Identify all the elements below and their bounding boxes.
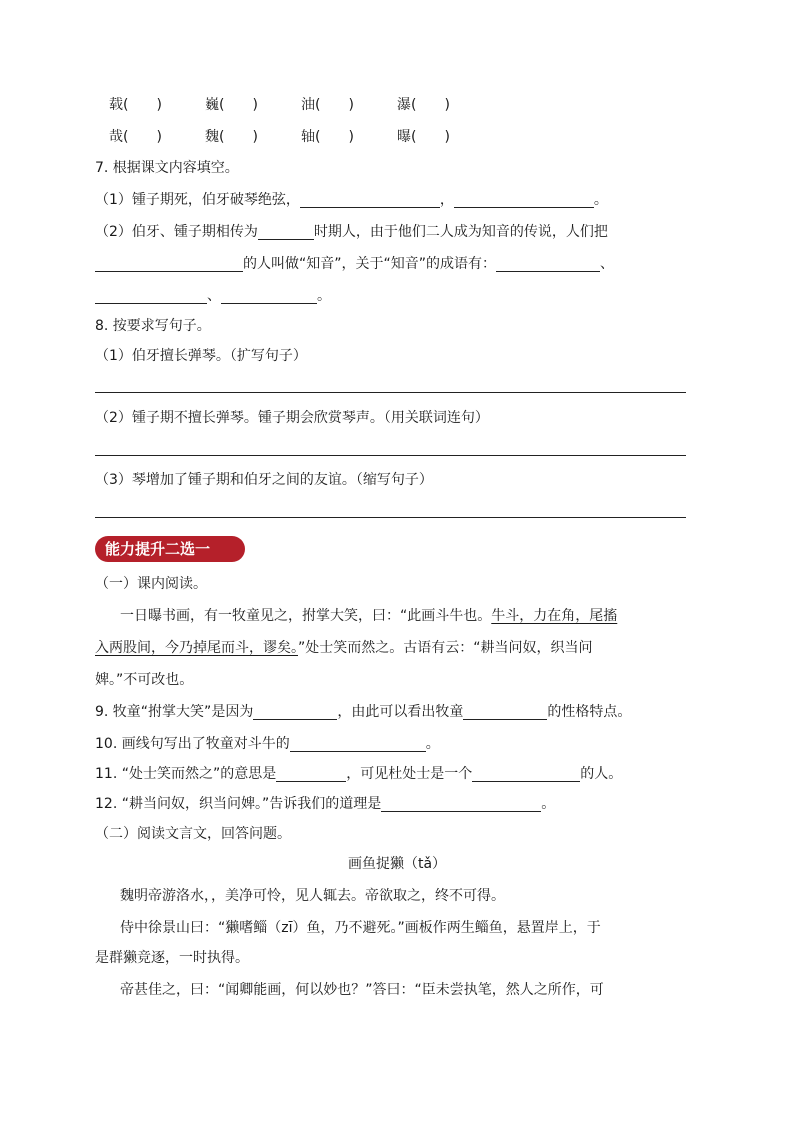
- answer-blank[interactable]: [463, 701, 547, 720]
- q9: [95, 696, 698, 728]
- q10-b: 。: [425, 736, 440, 752]
- passage2-line-2: 侍中徐景山曰：“獭嗜鲻（zī）鱼，乃不避死。”画板作两生鲻鱼，悬置岸上，于: [120, 920, 601, 936]
- answer-blank[interactable]: [381, 793, 541, 812]
- q7-part2-line1: [95, 216, 698, 248]
- passage2-line-1: 魏明帝游洛水，，美净可怜，见人辄去。帝欲取之，终不可得。: [120, 888, 505, 904]
- q8-sub2: （2）锺子期不擅长弹琴。锺子期会欣赏琴声。（用关联词连句）: [95, 410, 489, 426]
- char-item: 魏( ): [205, 129, 258, 145]
- q11-c: 的人。: [580, 766, 623, 782]
- answer-blank[interactable]: [95, 253, 243, 272]
- answer-blank[interactable]: [454, 189, 594, 208]
- q9-c: 的性格特点。: [547, 704, 632, 720]
- q7-heading: 7. 根据课文内容填空。: [95, 160, 239, 176]
- passage2-line-3: 是群獭竞逐，一时执得。: [95, 950, 249, 966]
- part2-heading: （二）阅读文言文，回答问题。: [95, 826, 291, 842]
- answer-blank[interactable]: [472, 763, 580, 782]
- q7-p2-c: 的人叫做“知音”，关于“知音”的成语有：: [243, 256, 497, 272]
- q8-heading: 8. 按要求写句子。: [95, 318, 211, 334]
- underlined-sentence: 牛斗，力在角，尾搐: [491, 608, 618, 624]
- q12-b: 。: [541, 796, 556, 812]
- char-item: 瀑( ): [397, 97, 450, 113]
- answer-blank[interactable]: [221, 285, 317, 304]
- char-item: 轴( ): [301, 129, 354, 145]
- char-item: 哉( ): [109, 129, 162, 145]
- answer-blank[interactable]: [253, 701, 337, 720]
- q8-sub3: （3）琴增加了锺子期和伯牙之间的友谊。（缩写句子）: [95, 472, 433, 488]
- char-item: 油( ): [301, 97, 354, 113]
- answer-blank[interactable]: [276, 763, 346, 782]
- q7-part1: [95, 184, 698, 216]
- q10: [95, 728, 698, 760]
- q11-b: ，可见杜处士是一个: [346, 766, 473, 782]
- q7-p2-a: （2）伯牙、锺子期相传为: [95, 224, 258, 240]
- passage-line-1: [120, 600, 698, 632]
- passage-title: 画鱼捉獭（tǎ）: [347, 856, 447, 872]
- q7-p1-comma: ，: [439, 192, 454, 208]
- q7-p2-b: 时期人，由于他们二人成为知音的传说，人们把: [313, 224, 608, 240]
- answer-line[interactable]: [95, 517, 686, 518]
- passage-line-2: [95, 632, 698, 664]
- q12-a: 12. “耕当问奴，织当问婢。”告诉我们的道理是: [95, 796, 382, 812]
- answer-blank[interactable]: [290, 733, 426, 752]
- q8-sub1: （1）伯牙擅长弹琴。（扩写句子）: [95, 348, 307, 364]
- q7-p2-d: 、: [600, 256, 615, 272]
- char-row-1: [109, 90, 493, 120]
- answer-line[interactable]: [95, 392, 686, 393]
- answer-blank[interactable]: [300, 189, 440, 208]
- q11: [95, 758, 698, 790]
- answer-blank[interactable]: [95, 285, 207, 304]
- q7-p2-e: 、: [207, 288, 221, 304]
- q7-p2-f: 。: [317, 288, 331, 304]
- part1-heading: （一）课内阅读。: [95, 576, 207, 592]
- char-row-2: [109, 122, 493, 152]
- q7-part2-line2: [95, 248, 698, 280]
- answer-blank[interactable]: [496, 253, 600, 272]
- passage2-line-4: 帝甚佳之，曰：“闻卿能画，何以妙也？”答曰：“臣未尝执笔，然人之所作，可: [120, 982, 604, 998]
- section-badge: 能力提升二选一: [95, 536, 245, 562]
- q7-p1-end: 。: [593, 192, 608, 208]
- char-item: 巍( ): [205, 97, 258, 113]
- passage-line-3: 婢。”不可改也。: [95, 672, 194, 688]
- q10-a: 10. 画线句写出了牧童对斗牛的: [95, 736, 290, 752]
- answer-blank[interactable]: [258, 221, 314, 240]
- q9-a: 9. 牧童“拊掌大笑”是因为: [95, 704, 254, 720]
- char-item: 载( ): [109, 97, 162, 113]
- q7-part2-line3: [95, 280, 698, 312]
- q9-b: ，由此可以看出牧童: [337, 704, 464, 720]
- char-item: 曝( ): [397, 129, 450, 145]
- passage-text: 一日曝书画，有一牧童见之，拊掌大笑，曰：“此画斗牛也。: [120, 608, 492, 624]
- q12: [95, 788, 698, 820]
- answer-line[interactable]: [95, 455, 686, 456]
- q11-a: 11. “处士笑而然之”的意思是: [95, 766, 277, 782]
- underlined-sentence: 入两股间，今乃掉尾而斗，谬矣。: [95, 640, 298, 656]
- passage-text: ”处士笑而然之。古语有云：“耕当问奴，织当问: [298, 640, 593, 656]
- q7-p1-text: （1）锺子期死，伯牙破琴绝弦，: [95, 192, 300, 208]
